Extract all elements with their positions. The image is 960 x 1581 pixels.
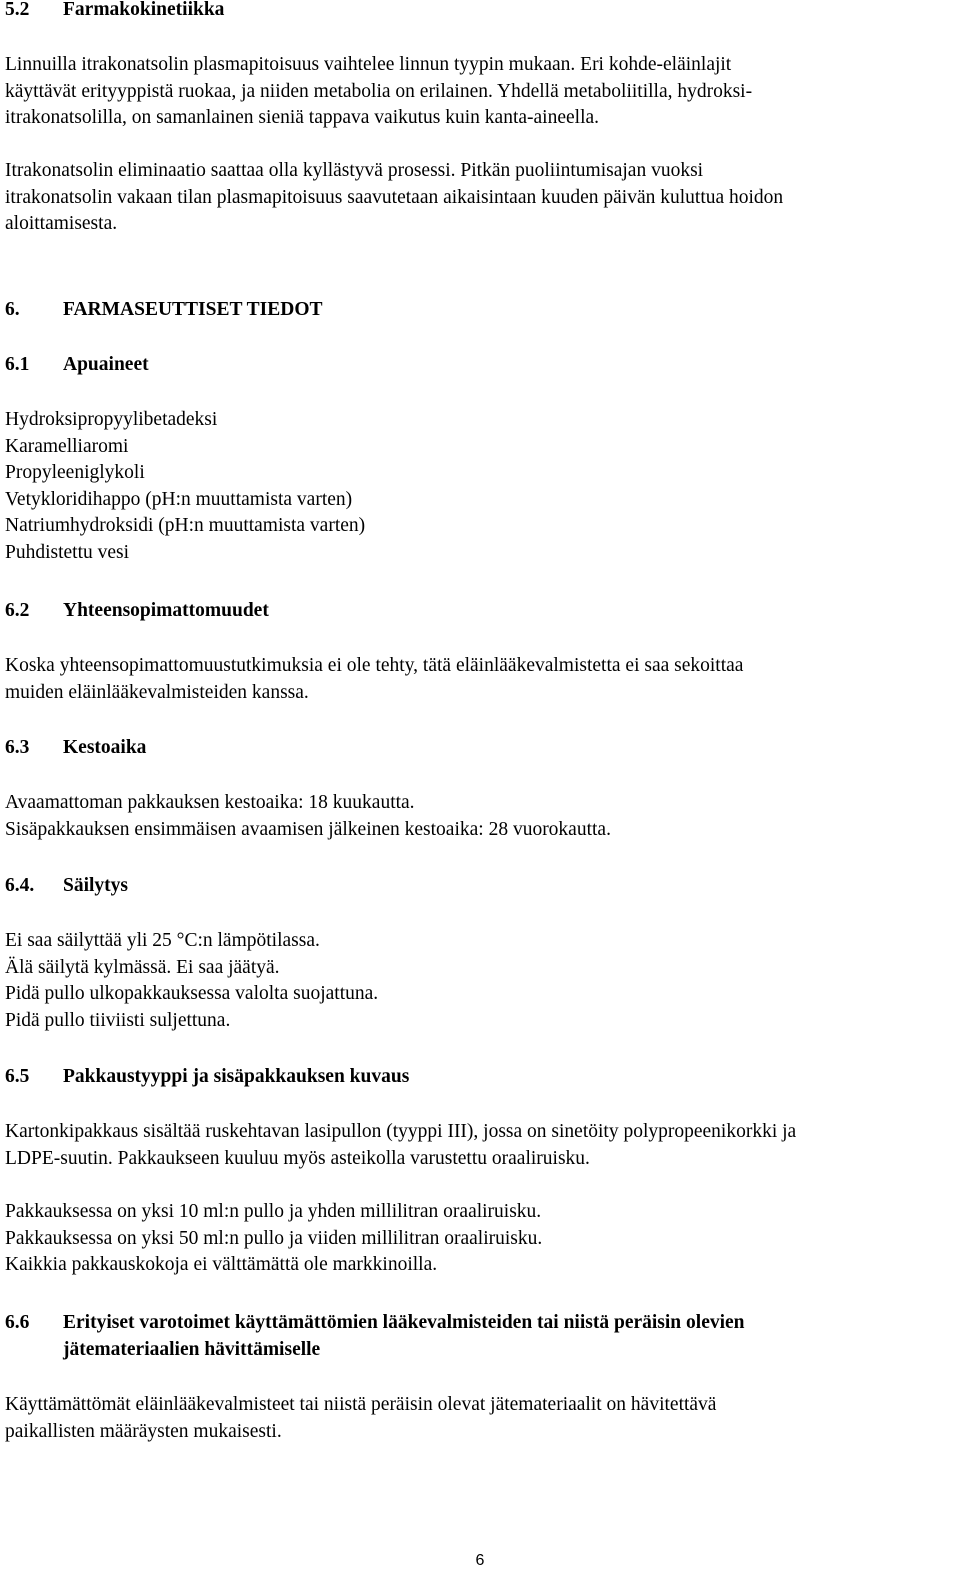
list-item: Puhdistettu vesi bbox=[5, 541, 130, 563]
section-title: Kestoaika bbox=[63, 737, 147, 758]
section-title: Farmakokinetiikka bbox=[63, 0, 225, 20]
text-line: käyttävät erityyppistä ruokaa, ja niiden metabolia on erilainen. Yhdellä metaboliitilla, hydroksi- bbox=[5, 80, 753, 102]
section-heading-6-4 bbox=[5, 873, 128, 900]
section-number: 6.3 bbox=[5, 737, 30, 758]
text-line: Ei saa säilyttää yli 25 °C:n lämpötilassa. bbox=[5, 930, 320, 951]
section-heading-6-3 bbox=[5, 735, 146, 762]
section-number: 6.4. bbox=[5, 875, 35, 896]
list-item: Vetykloridihappo (pH:n muuttamista varten) bbox=[5, 488, 353, 510]
text-line: Avaamattoman pakkauksen kestoaika: 18 kuukautta. bbox=[5, 792, 415, 813]
section-title-line: jätemateriaalien hävittämiselle bbox=[63, 1338, 321, 1360]
text-line: Käyttämättömät eläinlääkevalmisteet tai niistä peräisin olevat jätemateriaalit on hävitettävä bbox=[5, 1394, 717, 1415]
section-title bbox=[63, 1310, 745, 1363]
text-line: Pidä pullo ulkopakkauksessa valolta suojattuna. bbox=[5, 983, 379, 1004]
list-item: Hydroksipropyylibetadeksi bbox=[5, 409, 218, 430]
section-title-line: Erityiset varotoimet käyttämättömien lääkevalmisteiden tai niistä peräisin olevien bbox=[63, 1312, 745, 1333]
section-title: Apuaineet bbox=[63, 354, 149, 375]
text-line: muiden eläinlääkevalmisteiden kanssa. bbox=[5, 681, 309, 703]
text-line: Sisäpakkauksen ensimmäisen avaamisen jälkeinen kestoaika: 28 vuorokautta. bbox=[5, 818, 611, 840]
section-number: 6.5 bbox=[5, 1066, 30, 1087]
text-line: itrakonatsolin vakaan tilan plasmapitoisuus saavutetaan aikaisintaan kuuden päivän kuluttua hoidon bbox=[5, 186, 784, 208]
section-number: 6.1 bbox=[5, 354, 30, 375]
list-item: Propyleeniglykoli bbox=[5, 462, 145, 483]
paragraph-pharmacokinetics-2 bbox=[5, 158, 783, 238]
list-item: Karamelliaromi bbox=[5, 435, 129, 457]
page-number: 6 bbox=[475, 1552, 485, 1569]
section-heading-6 bbox=[5, 297, 323, 324]
text-line: paikallisten määräysten mukaisesti. bbox=[5, 1420, 282, 1442]
section-heading-5-2 bbox=[5, 0, 224, 24]
text-line: Pidä pullo tiiviisti suljettuna. bbox=[5, 1009, 231, 1031]
paragraph-packaging-2 bbox=[5, 1199, 542, 1279]
paragraph-disposal bbox=[5, 1392, 716, 1445]
list-item: Natriumhydroksidi (pH:n muuttamista varten) bbox=[5, 515, 366, 536]
section-number: 6.2 bbox=[5, 600, 30, 621]
text-line: Koska yhteensopimattomuustutkimuksia ei ole tehty, tätä eläinlääkevalmistetta ei saa sekoittaa bbox=[5, 655, 744, 676]
text-line: Kartonkipakkaus sisältää ruskehtavan lasipullon (tyyppi III), jossa on sinetöity polypropeenikorkki ja bbox=[5, 1121, 797, 1142]
section-number: 6. bbox=[5, 299, 20, 320]
excipients-list bbox=[5, 407, 365, 566]
text-line: itrakonatsolilla, on samanlainen sieniä tappava vaikutus kuin kanta-aineella. bbox=[5, 107, 600, 128]
paragraph-pharmacokinetics-1 bbox=[5, 52, 752, 132]
section-heading-6-2 bbox=[5, 598, 269, 625]
section-heading-6-6 bbox=[5, 1310, 745, 1363]
text-line: Pakkauksessa on yksi 10 ml:n pullo ja yhden millilitran oraaliruisku. bbox=[5, 1201, 542, 1222]
paragraph-incompatibilities bbox=[5, 653, 743, 706]
section-title: Yhteensopimattomuudet bbox=[63, 600, 269, 621]
section-heading-6-5 bbox=[5, 1064, 409, 1091]
section-number: 5.2 bbox=[5, 0, 30, 20]
paragraph-packaging-1 bbox=[5, 1119, 796, 1172]
section-title: Säilytys bbox=[63, 875, 129, 896]
section-number: 6.6 bbox=[5, 1312, 30, 1333]
text-line: Itrakonatsolin eliminaatio saattaa olla kyllästyvä prosessi. Pitkän puoliintumisajan vuoksi bbox=[5, 160, 704, 181]
text-line: LDPE-suutin. Pakkaukseen kuuluu myös asteikolla varustettu oraaliruisku. bbox=[5, 1147, 590, 1169]
text-line: Linnuilla itrakonatsolin plasmapitoisuus vaihtelee linnun tyypin mukaan. Eri kohde-eläinlajit bbox=[5, 54, 732, 75]
paragraph-storage bbox=[5, 928, 378, 1034]
text-line: Kaikkia pakkauskokoja ei välttämättä ole markkinoilla. bbox=[5, 1254, 438, 1275]
text-line: Älä säilytä kylmässä. Ei saa jäätyä. bbox=[5, 956, 280, 978]
paragraph-shelf-life bbox=[5, 790, 611, 843]
text-line: Pakkauksessa on yksi 50 ml:n pullo ja viiden millilitran oraaliruisku. bbox=[5, 1227, 543, 1249]
section-title: Pakkaustyyppi ja sisäpakkauksen kuvaus bbox=[63, 1066, 410, 1087]
text-line: aloittamisesta. bbox=[5, 213, 118, 234]
section-title: FARMASEUTTISET TIEDOT bbox=[63, 299, 323, 320]
section-heading-6-1 bbox=[5, 352, 149, 379]
